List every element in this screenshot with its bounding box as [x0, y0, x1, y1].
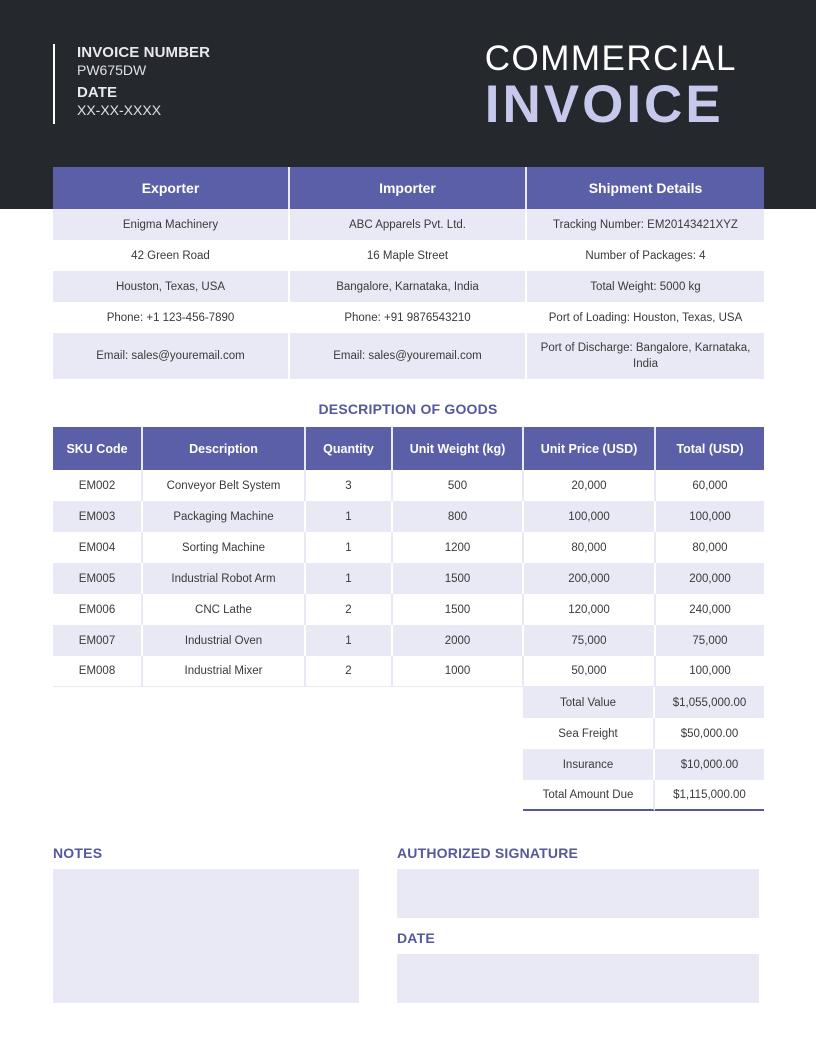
unit-price-cell: 100,000 [524, 501, 656, 532]
unit-price-cell: 80,000 [524, 532, 656, 563]
totals-value: $50,000.00 [655, 718, 764, 749]
unit-price-cell: 200,000 [524, 563, 656, 594]
parties-table [53, 167, 764, 379]
totals-row-sea-freight [523, 718, 764, 749]
parties-row [53, 333, 764, 379]
parties-row [53, 302, 764, 333]
parties-row [53, 209, 764, 240]
description-cell: Industrial Mixer [143, 656, 306, 687]
exporter-cell: Enigma Machinery [53, 209, 290, 240]
description-cell: Sorting Machine [143, 532, 306, 563]
goods-section-title: DESCRIPTION OF GOODS [318, 401, 498, 417]
invoice-date-label: DATE [77, 84, 118, 101]
totals-value: $10,000.00 [655, 749, 764, 780]
exporter-cell: 42 Green Road [53, 240, 290, 271]
total-cell: 100,000 [656, 501, 764, 532]
col-sku-code: SKU Code [53, 427, 143, 470]
totals-label: Total Amount Due [523, 780, 655, 811]
unit-price-cell: 75,000 [524, 625, 656, 656]
totals-label: Insurance [523, 749, 655, 780]
parties-header-row [53, 167, 764, 209]
importer-cell: Email: sales@youremail.com [290, 333, 527, 379]
goods-table [53, 427, 764, 687]
goods-row [53, 501, 764, 532]
goods-row [53, 563, 764, 594]
importer-cell: ABC Apparels Pvt. Ltd. [290, 209, 527, 240]
totals-value: $1,115,000.00 [655, 780, 764, 811]
total-cell: 200,000 [656, 563, 764, 594]
unit-weight-cell: 500 [393, 470, 524, 501]
exporter-cell: Houston, Texas, USA [53, 271, 290, 302]
unit-price-cell: 50,000 [524, 656, 656, 687]
total-cell: 60,000 [656, 470, 764, 501]
invoice-number-label: INVOICE NUMBER [77, 44, 211, 61]
title-invoice: INVOICE [484, 75, 724, 134]
col-quantity: Quantity [306, 427, 393, 470]
quantity-cell: 1 [306, 563, 393, 594]
totals-row-total-value [523, 687, 764, 718]
parties-row [53, 240, 764, 271]
invoice-number-value: PW675DW [77, 62, 147, 78]
description-cell: Conveyor Belt System [143, 470, 306, 501]
goods-header-row [53, 427, 764, 470]
description-cell: Industrial Robot Arm [143, 563, 306, 594]
title-commercial: COMMERCIAL [484, 39, 737, 78]
unit-weight-cell: 800 [393, 501, 524, 532]
unit-price-cell: 120,000 [524, 594, 656, 625]
shipment-cell: Tracking Number: EM20143421XYZ [527, 209, 764, 240]
goods-row [53, 594, 764, 625]
sku-cell: EM004 [53, 532, 143, 563]
col-description: Description [143, 427, 306, 470]
quantity-cell: 1 [306, 532, 393, 563]
shipment-cell: Port of Discharge: Bangalore, Karnataka, India [527, 333, 764, 379]
unit-weight-cell: 1200 [393, 532, 524, 563]
description-cell: Packaging Machine [143, 501, 306, 532]
sku-cell: EM002 [53, 470, 143, 501]
totals-value: $1,055,000.00 [655, 687, 764, 718]
totals-row-insurance [523, 749, 764, 780]
shipment-cell: Total Weight: 5000 kg [527, 271, 764, 302]
unit-weight-cell: 1000 [393, 656, 524, 687]
sku-cell: EM005 [53, 563, 143, 594]
col-unit-weight: Unit Weight (kg) [393, 427, 524, 470]
sku-cell: EM006 [53, 594, 143, 625]
unit-price-cell: 20,000 [524, 470, 656, 501]
shipment-cell: Number of Packages: 4 [527, 240, 764, 271]
sku-cell: EM003 [53, 501, 143, 532]
total-cell: 80,000 [656, 532, 764, 563]
quantity-cell: 2 [306, 594, 393, 625]
totals-table [523, 687, 764, 811]
sku-cell: EM008 [53, 656, 143, 687]
totals-label: Sea Freight [523, 718, 655, 749]
unit-weight-cell: 1500 [393, 594, 524, 625]
signature-label: AUTHORIZED SIGNATURE [397, 845, 579, 861]
footer-date-label: DATE [397, 930, 435, 946]
invoice-date-value: XX-XX-XXXX [77, 102, 162, 118]
notes-label: NOTES [53, 845, 103, 861]
exporter-cell: Email: sales@youremail.com [53, 333, 290, 379]
importer-cell: Phone: +91 9876543210 [290, 302, 527, 333]
notes-box[interactable] [53, 869, 359, 1003]
quantity-cell: 1 [306, 625, 393, 656]
quantity-cell: 3 [306, 470, 393, 501]
col-exporter: Exporter [53, 167, 290, 209]
shipment-cell: Port of Loading: Houston, Texas, USA [527, 302, 764, 333]
col-shipment-details: Shipment Details [527, 167, 764, 209]
col-unit-price: Unit Price (USD) [524, 427, 656, 470]
description-cell: Industrial Oven [143, 625, 306, 656]
description-cell: CNC Lathe [143, 594, 306, 625]
exporter-cell: Phone: +1 123-456-7890 [53, 302, 290, 333]
signature-box[interactable] [397, 869, 759, 918]
goods-row [53, 532, 764, 563]
importer-cell: Bangalore, Karnataka, India [290, 271, 527, 302]
parties-row [53, 271, 764, 302]
sku-cell: EM007 [53, 625, 143, 656]
totals-row-amount-due [523, 780, 764, 811]
total-cell: 240,000 [656, 594, 764, 625]
unit-weight-cell: 1500 [393, 563, 524, 594]
document-title [485, 40, 737, 132]
total-cell: 75,000 [656, 625, 764, 656]
footer-date-box[interactable] [397, 954, 759, 1003]
goods-row [53, 656, 764, 687]
goods-row [53, 470, 764, 501]
goods-row [53, 625, 764, 656]
col-total: Total (USD) [656, 427, 764, 470]
quantity-cell: 2 [306, 656, 393, 687]
unit-weight-cell: 2000 [393, 625, 524, 656]
total-cell: 100,000 [656, 656, 764, 687]
importer-cell: 16 Maple Street [290, 240, 527, 271]
quantity-cell: 1 [306, 501, 393, 532]
totals-label: Total Value [523, 687, 655, 718]
invoice-meta [53, 44, 210, 124]
col-importer: Importer [290, 167, 527, 209]
